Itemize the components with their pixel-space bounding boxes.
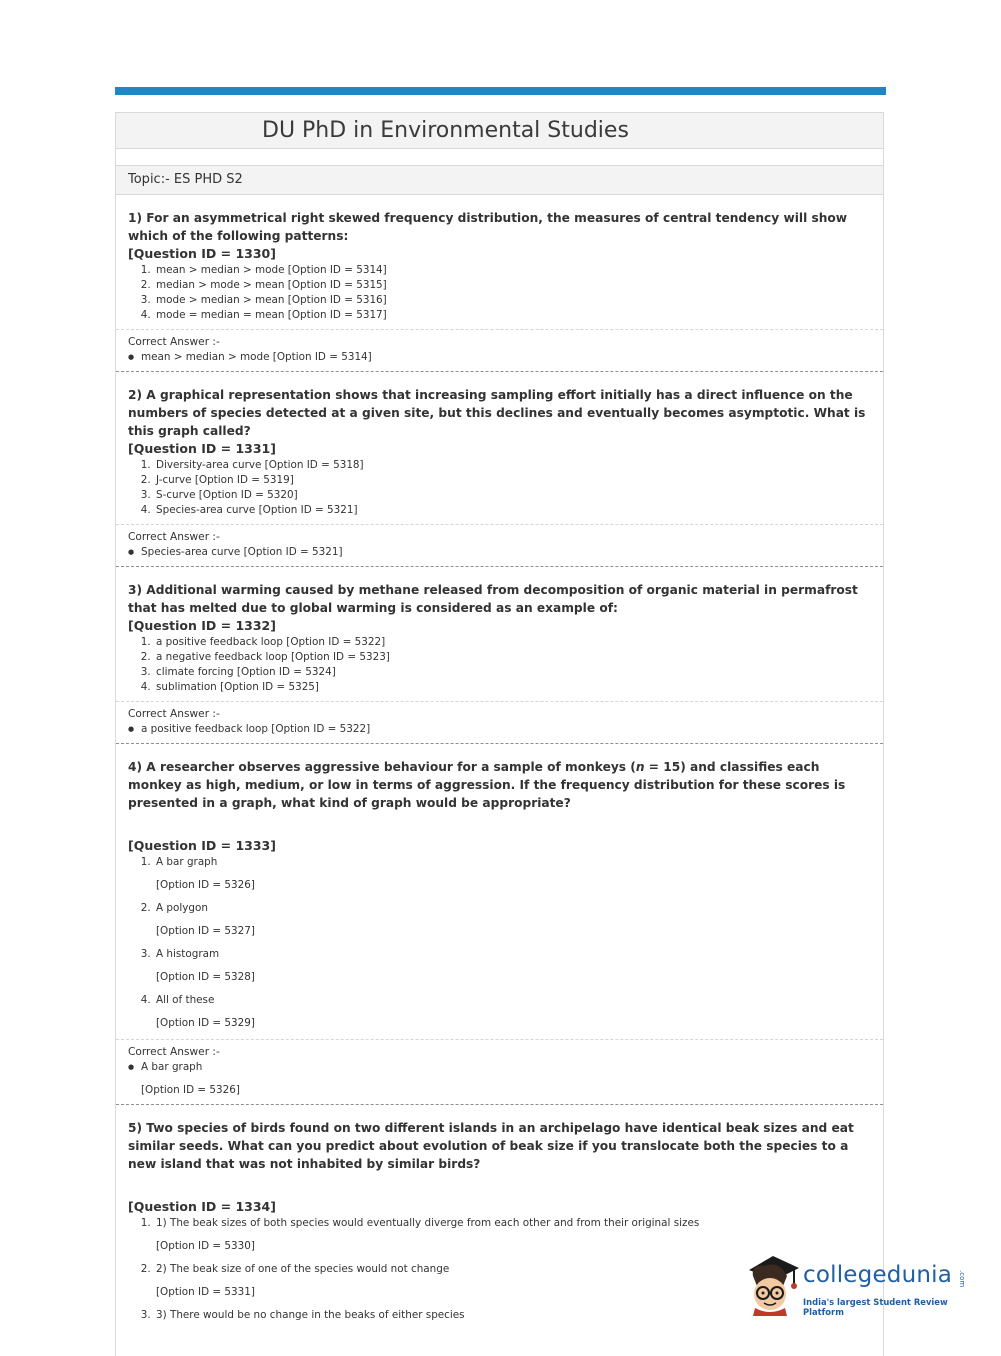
correct-answer-list xyxy=(128,350,871,365)
options-list xyxy=(128,263,871,323)
correct-answer: ● A bar graph [Option ID = 5326] xyxy=(141,1060,871,1098)
correct-answer-label: Correct Answer :- xyxy=(128,708,220,720)
option: 3. 3) There would be no change in the beaks of either species xyxy=(154,1308,871,1323)
option: 3. mode > median > mean [Option ID = 5316] xyxy=(154,293,871,308)
option: 1. Diversity-area curve [Option ID = 5318] xyxy=(154,458,871,473)
option: 3. climate forcing [Option ID = 5324] xyxy=(154,665,871,680)
question-4 xyxy=(116,744,883,1105)
topic-bar xyxy=(116,166,883,195)
page-title: DU PhD in Environmental Studies xyxy=(262,118,629,143)
spacer-bar xyxy=(116,149,883,166)
question-2 xyxy=(116,372,883,567)
correct-answer-list xyxy=(128,545,871,560)
question-id: [Question ID = 1331] xyxy=(128,441,276,456)
options-list xyxy=(128,855,871,1031)
topic-label: Topic:- ES PHD S2 xyxy=(128,172,243,187)
question-text: 5) Two species of birds found on two different islands in an archipelago have identical beak sizes and eat similar seeds. What can you predict about evolution of beak size if you translocate both the species to a new island that was not inhabited by similar birds? xyxy=(128,1121,854,1171)
brand-com: .com xyxy=(958,1270,966,1288)
option: 3. A histogram [Option ID = 5328] xyxy=(154,947,871,985)
mascot-icon xyxy=(743,1250,801,1316)
option: 1. a positive feedback loop [Option ID = 5322] xyxy=(154,635,871,650)
question-id: [Question ID = 1334] xyxy=(128,1199,276,1214)
option: 2. A polygon [Option ID = 5327] xyxy=(154,901,871,939)
correct-answer: ● Species-area curve [Option ID = 5321] xyxy=(141,545,871,560)
question-id: [Question ID = 1330] xyxy=(128,246,276,261)
option: 2. J-curve [Option ID = 5319] xyxy=(154,473,871,488)
correct-answer-label: Correct Answer :- xyxy=(128,336,220,348)
correct-answer: ● mean > median > mode [Option ID = 5314] xyxy=(141,350,871,365)
brand-tagline: India's largest Student Review Platform xyxy=(803,1297,948,1317)
options-list xyxy=(128,458,871,518)
option: 1. mean > median > mode [Option ID = 5314] xyxy=(154,263,871,278)
question-3 xyxy=(116,567,883,744)
collegedunia-logo xyxy=(743,1250,973,1320)
question-paper xyxy=(115,112,884,1356)
question-text: 4) A researcher observes aggressive behaviour for a sample of monkeys (n = 15) and classifies each monkey as high, medium, or low in terms of aggression. If the frequency distribution for these scores is presented in a graph, what kind of graph would be appropriate? xyxy=(128,760,846,810)
question-id: [Question ID = 1332] xyxy=(128,618,276,633)
correct-answer-label: Correct Answer :- xyxy=(128,531,220,543)
question-1 xyxy=(116,195,883,372)
correct-answer-label: Correct Answer :- xyxy=(128,1046,220,1058)
question-text: 1) For an asymmetrical right skewed frequency distribution, the measures of central tendency will show which of the following patterns: xyxy=(128,211,848,243)
top-accent-bar xyxy=(115,87,886,95)
option: 4. mode = median = mean [Option ID = 5317] xyxy=(154,308,871,323)
correct-answer: ● a positive feedback loop [Option ID = 5322] xyxy=(141,722,871,737)
option: 2. 2) The beak size of one of the species would not change [Option ID = 5331] xyxy=(154,1262,871,1300)
question-id: [Question ID = 1333] xyxy=(128,838,276,853)
title-bar xyxy=(116,113,883,149)
question-text: 2) A graphical representation shows that increasing sampling effort initially has a direct influence on the numbers of species detected at a given site, but this declines and eventually becomes asymptotic. What is this graph called? xyxy=(128,388,866,438)
options-list xyxy=(128,635,871,695)
option: 1. A bar graph [Option ID = 5326] xyxy=(154,855,871,893)
option: 2. median > mode > mean [Option ID = 5315] xyxy=(154,278,871,293)
correct-answer-list xyxy=(128,722,871,737)
correct-answer-list xyxy=(128,1060,871,1098)
option: 2. a negative feedback loop [Option ID = 5323] xyxy=(154,650,871,665)
option: 3. S-curve [Option ID = 5320] xyxy=(154,488,871,503)
option: 1. 1) The beak sizes of both species would eventually diverge from each other and from their original sizes [Option ID = 5330] xyxy=(154,1216,871,1254)
question-text: 3) Additional warming caused by methane released from decomposition of organic material in permafrost that has melted due to global warming is considered as an example of: xyxy=(128,583,858,615)
option: 4. Species-area curve [Option ID = 5321] xyxy=(154,503,871,518)
brand-name: collegedunia xyxy=(803,1262,953,1288)
option: 4. All of these [Option ID = 5329] xyxy=(154,993,871,1031)
option: 4. sublimation [Option ID = 5325] xyxy=(154,680,871,695)
